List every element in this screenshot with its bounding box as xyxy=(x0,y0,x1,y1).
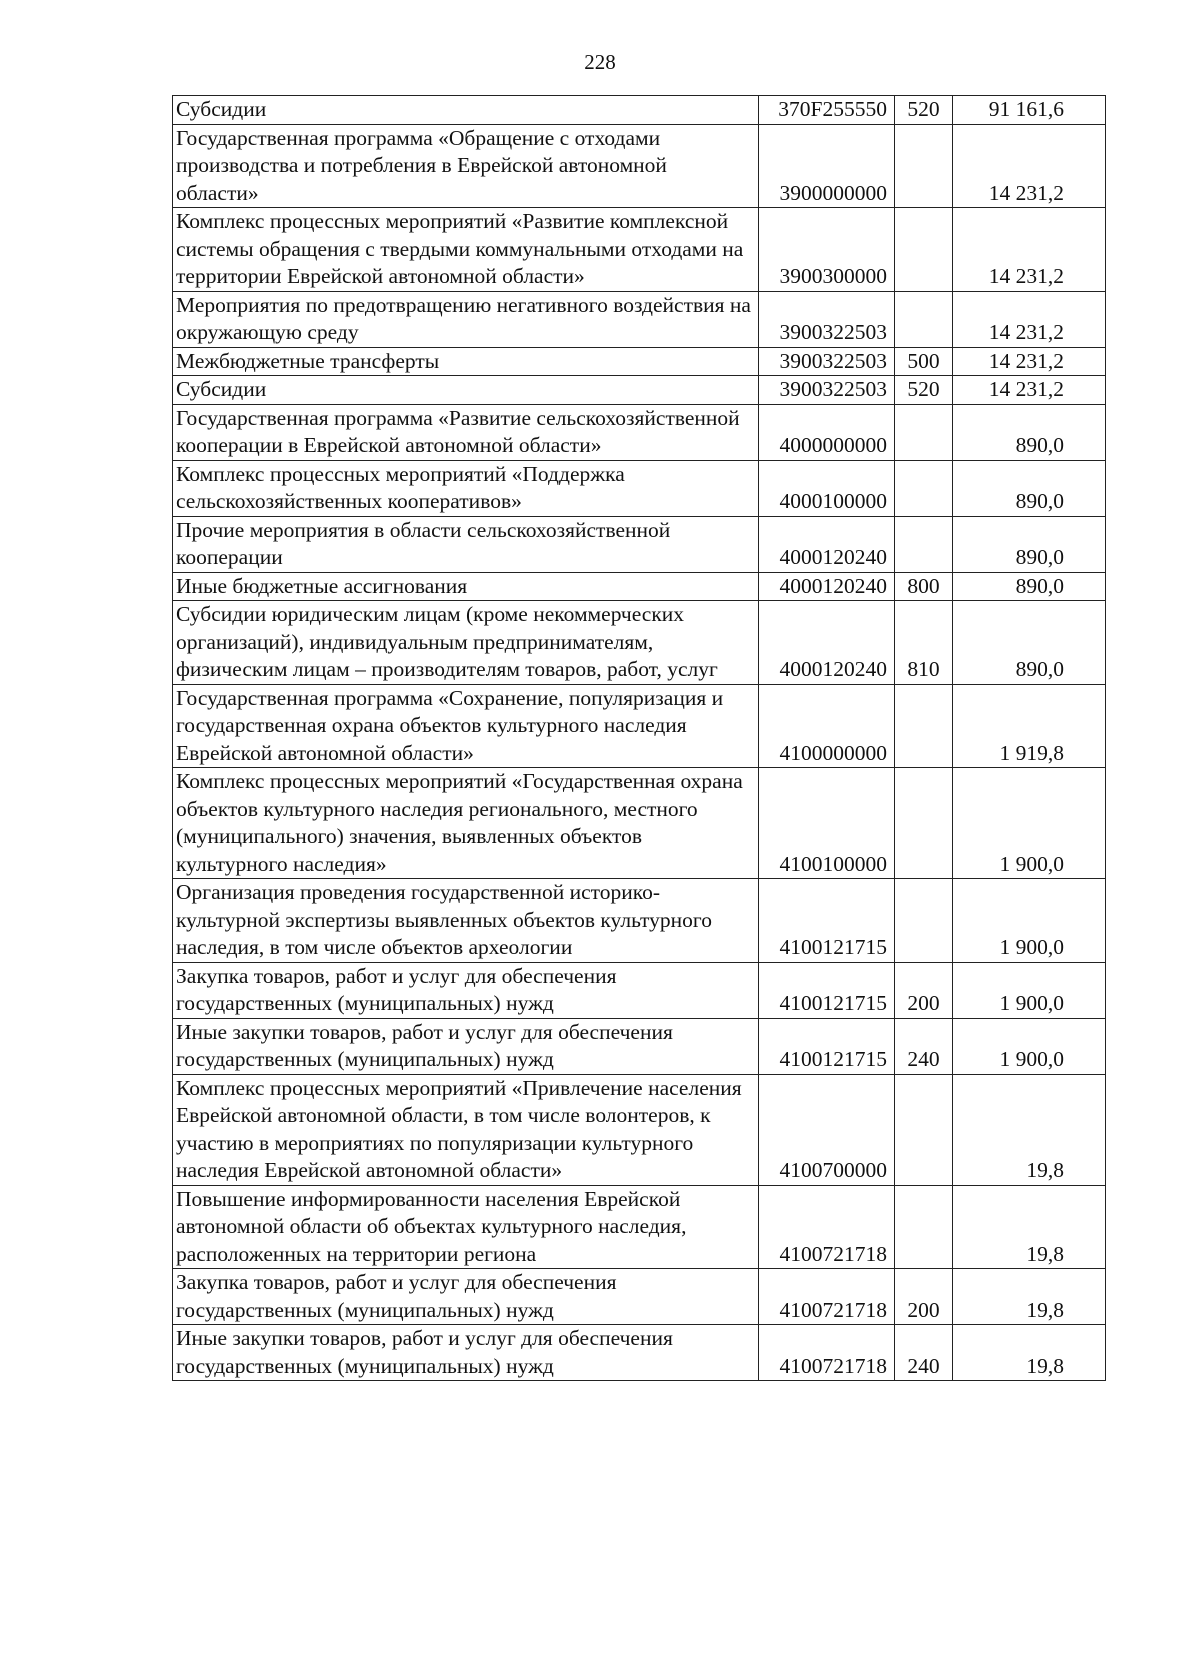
row-sum-cell: 1 900,0 xyxy=(953,879,1106,963)
table-row xyxy=(173,404,1106,460)
row-name-cell: Закупка товаров, работ и услуг для обеспечения государственных (муниципальных) нужд xyxy=(173,1269,759,1325)
row-sum-cell: 1 919,8 xyxy=(953,684,1106,768)
row-type-cell: 200 xyxy=(895,962,953,1018)
row-name-cell: Государственная программа «Развитие сельскохозяйственной кооперации в Еврейской автономной области» xyxy=(173,404,759,460)
row-type-cell: 520 xyxy=(895,96,953,125)
row-code-cell: 370F255550 xyxy=(759,96,895,125)
row-sum-cell: 14 231,2 xyxy=(953,347,1106,376)
row-name-cell: Иные закупки товаров, работ и услуг для обеспечения государственных (муниципальных) нужд xyxy=(173,1018,759,1074)
row-sum-cell: 14 231,2 xyxy=(953,124,1106,208)
table-row xyxy=(173,376,1106,405)
table-row xyxy=(173,601,1106,685)
row-name-cell: Комплекс процессных мероприятий «Развитие комплексной системы обращения с твердыми коммунальными отходами на территории Еврейской автономной области» xyxy=(173,208,759,292)
table-row xyxy=(173,516,1106,572)
row-code-cell: 3900322503 xyxy=(759,291,895,347)
page-number: 228 xyxy=(584,50,616,74)
row-sum-cell: 19,8 xyxy=(953,1074,1106,1185)
row-sum-cell: 14 231,2 xyxy=(953,376,1106,405)
row-type-cell xyxy=(895,1074,953,1185)
row-sum-cell: 91 161,6 xyxy=(953,96,1106,125)
row-code-cell: 4000120240 xyxy=(759,601,895,685)
row-sum-cell: 890,0 xyxy=(953,516,1106,572)
table-row xyxy=(173,962,1106,1018)
row-type-cell: 240 xyxy=(895,1018,953,1074)
row-type-cell xyxy=(895,124,953,208)
row-sum-cell: 890,0 xyxy=(953,460,1106,516)
row-code-cell: 4000120240 xyxy=(759,516,895,572)
table-row xyxy=(173,96,1106,125)
row-name-cell: Государственная программа «Сохранение, популяризация и государственная охрана объектов культурного наследия Еврейской автономной области» xyxy=(173,684,759,768)
table-row xyxy=(173,879,1106,963)
row-sum-cell: 19,8 xyxy=(953,1325,1106,1381)
row-name-cell: Субсидии xyxy=(173,376,759,405)
row-type-cell: 810 xyxy=(895,601,953,685)
row-name-cell: Межбюджетные трансферты xyxy=(173,347,759,376)
row-type-cell: 800 xyxy=(895,572,953,601)
row-code-cell: 4100000000 xyxy=(759,684,895,768)
row-code-cell: 3900322503 xyxy=(759,376,895,405)
row-type-cell xyxy=(895,208,953,292)
table-row xyxy=(173,572,1106,601)
budget-table xyxy=(172,95,1106,1381)
table-row xyxy=(173,768,1106,879)
table-row xyxy=(173,1185,1106,1269)
row-code-cell: 3900322503 xyxy=(759,347,895,376)
row-code-cell: 4100121715 xyxy=(759,1018,895,1074)
row-code-cell: 3900300000 xyxy=(759,208,895,292)
row-type-cell: 520 xyxy=(895,376,953,405)
table-row xyxy=(173,1269,1106,1325)
row-code-cell: 4100721718 xyxy=(759,1325,895,1381)
row-type-cell xyxy=(895,516,953,572)
row-type-cell: 240 xyxy=(895,1325,953,1381)
row-sum-cell: 1 900,0 xyxy=(953,768,1106,879)
row-sum-cell: 14 231,2 xyxy=(953,291,1106,347)
row-type-cell xyxy=(895,291,953,347)
row-type-cell xyxy=(895,684,953,768)
row-name-cell: Организация проведения государственной историко-культурной экспертизы выявленных объектов культурного наследия, в том числе объектов археологии xyxy=(173,879,759,963)
row-name-cell: Иные бюджетные ассигнования xyxy=(173,572,759,601)
row-code-cell: 4000100000 xyxy=(759,460,895,516)
row-name-cell: Комплекс процессных мероприятий «Привлечение населения Еврейской автономной области, в том числе волонтеров, к участию в мероприятиях по популяризации культурного наследия Еврейской автономной области» xyxy=(173,1074,759,1185)
row-code-cell: 4000120240 xyxy=(759,572,895,601)
budget-table-body xyxy=(173,96,1106,1381)
row-name-cell: Субсидии xyxy=(173,96,759,125)
table-row xyxy=(173,1325,1106,1381)
row-code-cell: 3900000000 xyxy=(759,124,895,208)
row-name-cell: Повышение информированности населения Еврейской автономной области об объектах культурного наследия, расположенных на территории региона xyxy=(173,1185,759,1269)
row-code-cell: 4100700000 xyxy=(759,1074,895,1185)
row-name-cell: Закупка товаров, работ и услуг для обеспечения государственных (муниципальных) нужд xyxy=(173,962,759,1018)
row-name-cell: Иные закупки товаров, работ и услуг для обеспечения государственных (муниципальных) нужд xyxy=(173,1325,759,1381)
row-name-cell: Комплекс процессных мероприятий «Поддержка сельскохозяйственных кооперативов» xyxy=(173,460,759,516)
table-row xyxy=(173,1018,1106,1074)
row-sum-cell: 19,8 xyxy=(953,1269,1106,1325)
row-code-cell: 4100721718 xyxy=(759,1185,895,1269)
row-type-cell: 500 xyxy=(895,347,953,376)
row-name-cell: Государственная программа «Обращение с отходами производства и потребления в Еврейской автономной области» xyxy=(173,124,759,208)
row-sum-cell: 14 231,2 xyxy=(953,208,1106,292)
row-sum-cell: 890,0 xyxy=(953,601,1106,685)
row-sum-cell: 1 900,0 xyxy=(953,1018,1106,1074)
row-type-cell: 200 xyxy=(895,1269,953,1325)
table-row xyxy=(173,291,1106,347)
row-type-cell xyxy=(895,1185,953,1269)
row-type-cell xyxy=(895,404,953,460)
table-row xyxy=(173,684,1106,768)
table-row xyxy=(173,1074,1106,1185)
row-type-cell xyxy=(895,768,953,879)
row-name-cell: Субсидии юридическим лицам (кроме некоммерческих организаций), индивидуальным предпринимателям, физическим лицам – производителям товаров, работ, услуг xyxy=(173,601,759,685)
row-type-cell xyxy=(895,460,953,516)
table-row xyxy=(173,347,1106,376)
row-code-cell: 4100721718 xyxy=(759,1269,895,1325)
row-code-cell: 4100121715 xyxy=(759,879,895,963)
table-row xyxy=(173,208,1106,292)
row-type-cell xyxy=(895,879,953,963)
row-name-cell: Мероприятия по предотвращению негативного воздействия на окружающую среду xyxy=(173,291,759,347)
table-row xyxy=(173,460,1106,516)
row-sum-cell: 890,0 xyxy=(953,572,1106,601)
row-code-cell: 4000000000 xyxy=(759,404,895,460)
row-sum-cell: 890,0 xyxy=(953,404,1106,460)
row-name-cell: Комплекс процессных мероприятий «Государственная охрана объектов культурного наследия регионального, местного (муниципального) значения, выявленных объектов культурного наследия» xyxy=(173,768,759,879)
row-code-cell: 4100100000 xyxy=(759,768,895,879)
row-name-cell: Прочие мероприятия в области сельскохозяйственной кооперации xyxy=(173,516,759,572)
table-row xyxy=(173,124,1106,208)
row-sum-cell: 1 900,0 xyxy=(953,962,1106,1018)
row-code-cell: 4100121715 xyxy=(759,962,895,1018)
row-sum-cell: 19,8 xyxy=(953,1185,1106,1269)
